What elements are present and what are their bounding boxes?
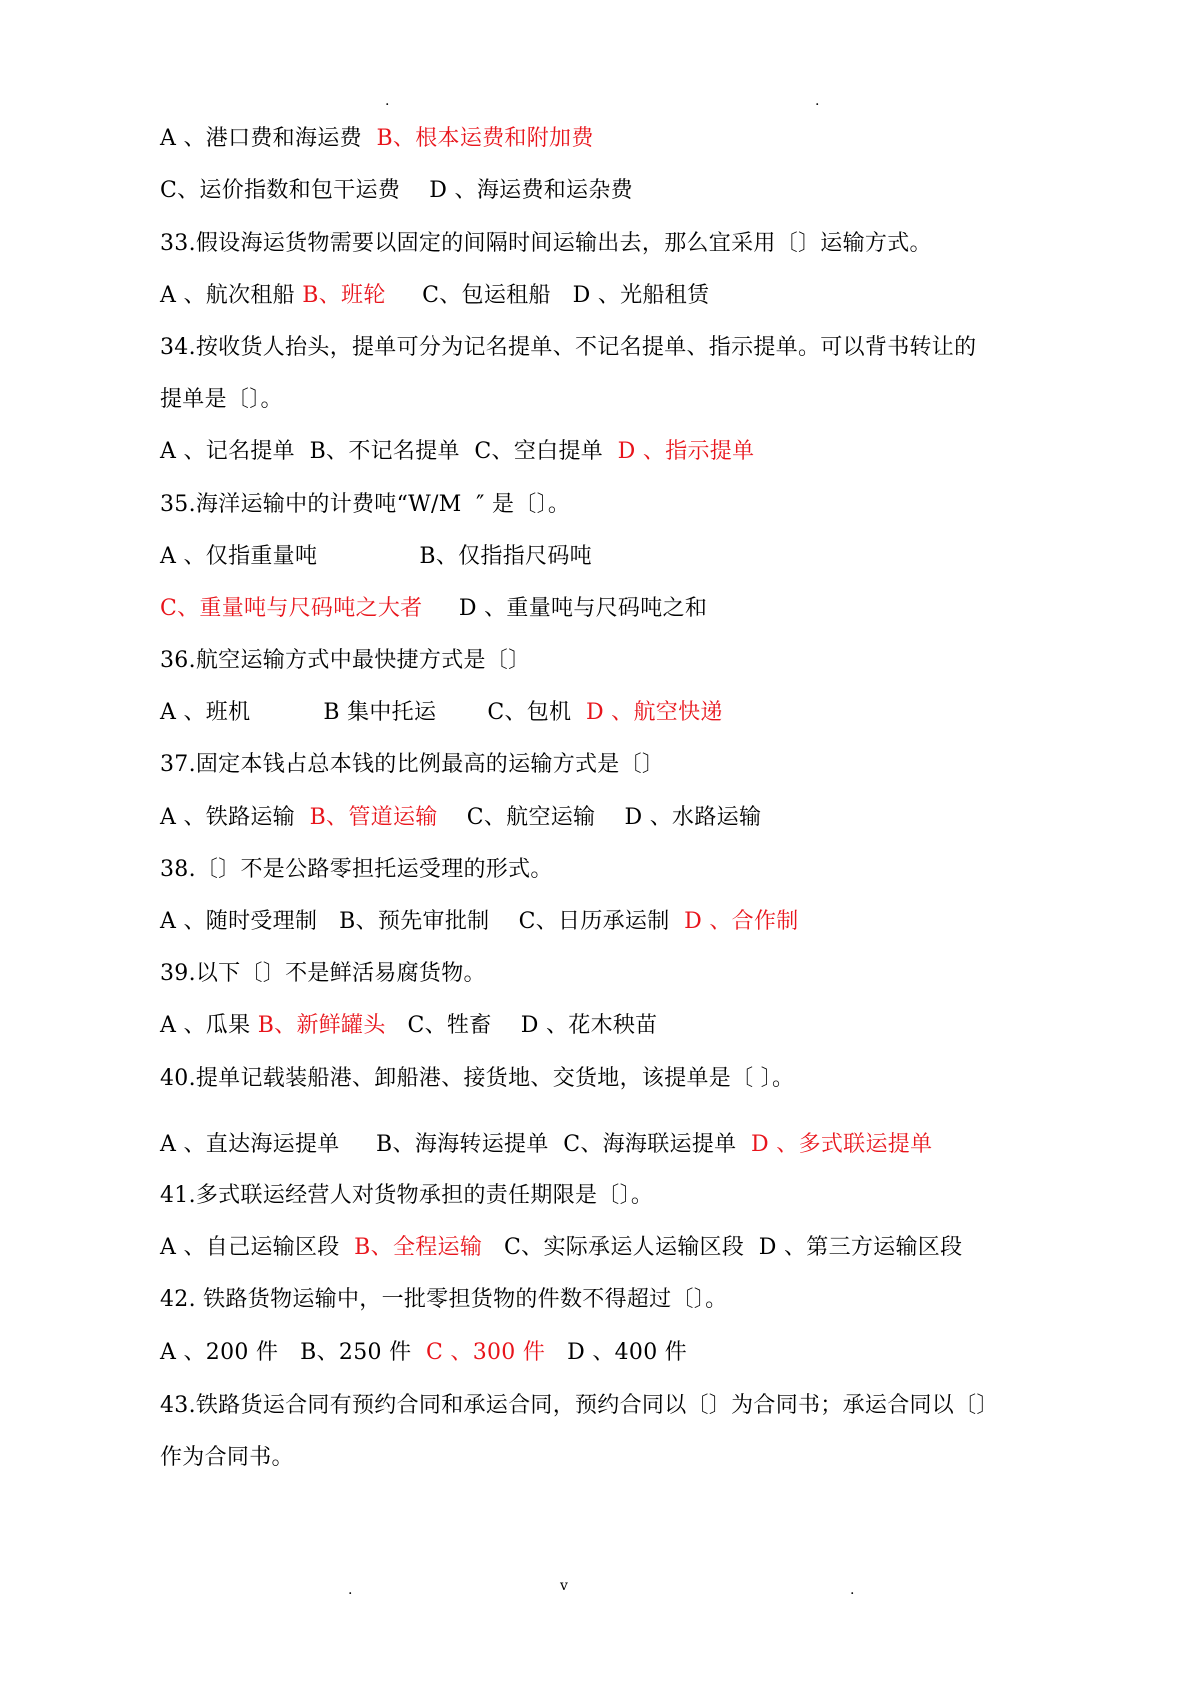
plain-text: A 、200 件 B、250 件 (160, 1340, 426, 1365)
footer-dot-left: . (348, 1582, 353, 1598)
plain-text: A 、直达海运提单 B、海海转运提单 C、海海联运提单 (160, 1132, 752, 1157)
plain-text: A 、自己运输区段 (160, 1235, 355, 1260)
answer-text: C 、300 件 (425, 1340, 546, 1365)
answer-text: D 、多式联运提单 (751, 1132, 933, 1157)
text-line (160, 750, 664, 780)
answer-text: B、新鲜罐头 (257, 1013, 386, 1038)
plain-text: 36.航空运输方式中最快捷方式是〔〕 (160, 648, 531, 673)
plain-text: D 、400 件 (545, 1340, 688, 1365)
text-line (160, 437, 754, 467)
plain-text: 43.铁路货运合同有预约合同和承运合同，预约合同以〔〕为合同书；承运合同以〔〕 (160, 1393, 999, 1418)
plain-text: 39.以下〔〕不是鲜活易腐货物。 (160, 961, 486, 986)
plain-text: 提单是〔〕。 (160, 387, 283, 412)
header-dot-right: . (815, 93, 820, 109)
header-dot-left: . (385, 93, 390, 109)
plain-text: A 、仅指重量吨 B、仅指指尺码吨 (160, 544, 592, 569)
plain-text: A 、班机 B 集中托运 C、包机 (160, 700, 586, 725)
text-line (160, 698, 723, 728)
answer-text: D 、合作制 (684, 909, 799, 934)
plain-text: 41.多式联运经营人对货物承担的责任期限是〔〕。 (160, 1183, 654, 1208)
text-line (160, 490, 570, 520)
text-line (160, 333, 976, 363)
plain-text: A 、航次租船 (160, 283, 303, 308)
answer-text: B、管道运输 (309, 805, 438, 830)
text-line (160, 1181, 653, 1211)
text-line (160, 1391, 999, 1421)
answer-text: B、班轮 (302, 283, 386, 308)
text-line (160, 959, 486, 989)
answer-text: B、全程运输 (354, 1235, 483, 1260)
text-line (160, 176, 633, 206)
text-line (160, 594, 707, 624)
plain-text: C、运价指数和包干运费 D 、海运费和运杂费 (160, 178, 633, 203)
plain-text: 38.〔〕不是公路零担托运受理的形式。 (160, 857, 553, 882)
text-line (160, 1285, 727, 1315)
plain-text: 37.固定本钱占总本钱的比例最高的运输方式是〔〕 (160, 752, 665, 777)
plain-text: C、包运租船 D 、光船租赁 (385, 283, 710, 308)
text-line (160, 1233, 962, 1263)
plain-text: A 、铁路运输 (160, 805, 310, 830)
answer-text: B、根本运费和附加费 (376, 126, 594, 151)
plain-text: 作为合同书。 (160, 1445, 294, 1470)
plain-text: C、航空运输 D 、水路运输 (437, 805, 762, 830)
plain-text: 40.提单记载装船港、卸船港、接货地、交货地，该提单是〔 〕。 (160, 1066, 795, 1091)
plain-text: 33.假设海运货物需要以固定的间隔时间运输出去，那么宜采用〔〕运输方式。 (160, 231, 932, 256)
text-line (160, 1443, 294, 1473)
answer-text: D 、指示提单 (617, 439, 755, 464)
text-line (160, 1064, 794, 1094)
plain-text: 34.按收货人抬头，提单可分为记名提单、不记名提单、指示提单。可以背书转让的 (160, 335, 977, 360)
text-line (160, 1130, 932, 1160)
plain-text: C、实际承运人运输区段 D 、第三方运输区段 (482, 1235, 963, 1260)
plain-text: A 、随时受理制 B、预先审批制 C、日历承运制 (160, 909, 685, 934)
text-line (160, 1338, 687, 1368)
text-line (160, 855, 553, 885)
plain-text: D 、重量吨与尺码吨之和 (422, 596, 708, 621)
plain-text: A 、瓜果 (160, 1013, 258, 1038)
text-line (160, 229, 932, 259)
answer-text: D 、航空快递 (585, 700, 723, 725)
text-line (160, 646, 530, 676)
text-line (160, 542, 592, 572)
text-line (160, 281, 709, 311)
text-line (160, 124, 594, 154)
plain-text: 42. 铁路货物运输中，一批零担货物的件数不得超过〔〕。 (160, 1287, 728, 1312)
plain-text: A 、港口费和海运费 (160, 126, 377, 151)
answer-text: C、重量吨与尺码吨之大者 (160, 596, 423, 621)
text-line (160, 803, 761, 833)
footer-page-mark: v (560, 1578, 568, 1594)
footer-dot-right: . (850, 1582, 855, 1598)
text-line (160, 1011, 657, 1041)
text-line (160, 907, 799, 937)
text-line (160, 385, 283, 415)
plain-text: C、牲畜 D 、花木秧苗 (385, 1013, 658, 1038)
plain-text: 35.海洋运输中的计费吨“W/M ″ 是〔〕。 (160, 492, 571, 517)
plain-text: A 、记名提单 B、不记名提单 C、空白提单 (160, 439, 618, 464)
